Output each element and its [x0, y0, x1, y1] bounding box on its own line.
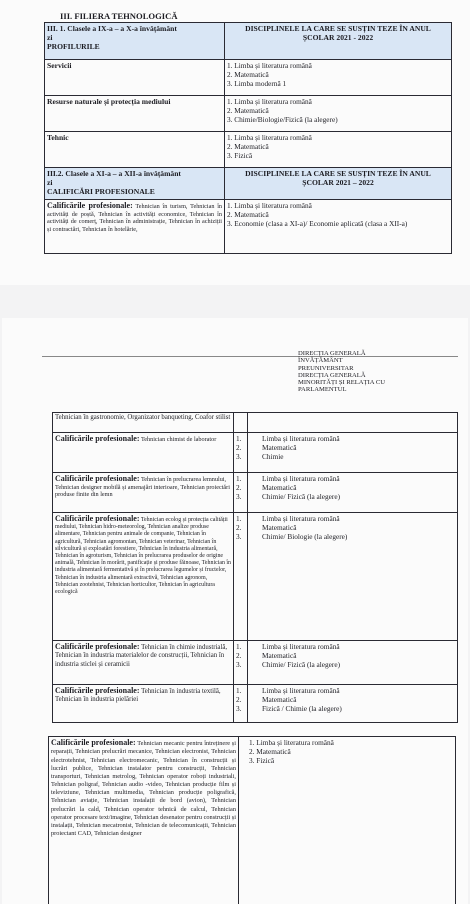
qualification-caption: Calificările profesionale:: [55, 474, 140, 483]
subject: Matematică: [262, 695, 297, 705]
subject: Fizică / Chimie (la alegere): [262, 704, 342, 714]
header-left-line3: PROFILURILE: [47, 42, 100, 51]
institution-line: PARLAMENTUL: [298, 386, 347, 394]
subject: Limba și literatura română: [262, 686, 340, 695]
qualification-list: Tehnician în industria textilă, Tehnician în industria pielăriei: [55, 688, 221, 704]
table-header-2: [45, 168, 452, 200]
header-left-line2: zi: [47, 178, 53, 187]
qualification-list: Tehnician în chimie industrială, Tehnician în industria materialelor de construcții, Tehnician în industria sticlei și ceramicii: [55, 644, 228, 668]
profile-name: Resurse naturale și protecția mediului: [47, 97, 171, 106]
table-row: Calificările profesionale: Tehnician în industria textilă, Tehnician în industria pielăriei 1. 2. 3. Limba și literatura română Matematică Fizică / Chimie (la alegere): [53, 685, 458, 723]
subject: Chimie: [262, 452, 284, 462]
header-left-line2: zi: [47, 33, 53, 42]
document-page-3: [2, 726, 468, 904]
qualification-list: Tehnician în gastronomie, Organizator banqueting, Coafor stilist: [55, 414, 231, 421]
table-row: [45, 132, 452, 168]
institution-line: DIRECȚIA GENERALĂ: [298, 371, 366, 379]
subject: Limba și literatura română: [262, 642, 340, 651]
table-header-1: [45, 23, 452, 60]
subject: Limba și literatura română: [262, 434, 340, 443]
institution-line: ÎNVĂȚĂMÂNT: [298, 357, 343, 365]
table-row: Calificările profesionale: Tehnician în chimie industrială, Tehnician în industria materialelor de construcții, Tehnician în industria sticlei și ceramicii 1. 2. 3. Limba și literatura română Matematică Chimie/ Fizică (la alegere): [53, 641, 458, 685]
qualification-list: Tehnician în prelucrarea lemnului, Tehnician designer mobilă și amenajări interioare, Tehnician proiectări produse finite din lemn: [55, 476, 230, 499]
table-qualifications-continued: [48, 736, 456, 904]
subject: Matematică: [262, 443, 297, 453]
institution-line: DIRECȚIA GENERALĂ: [298, 350, 366, 357]
subject: 3. Economie (clasa a XI-a)/ Economie aplicată (clasa a XII-a): [227, 219, 408, 229]
institution-line: PREUNIVERSITAR: [298, 364, 354, 372]
header-right-line1: DISCIPLINELE LA CARE SE SUSȚIN TEZE ÎN ANUL: [245, 169, 431, 178]
table-row: [49, 737, 456, 904]
table-row: Calificările profesionale: Tehnician în prelucrarea lemnului, Tehnician designer mobilă și amenajări interioare, Tehnician proiectări produse finite din lemn 1. 2. 3. Limba și literatura română Matematică Chimie/ Fizică (la alegere): [53, 473, 458, 513]
qualification-caption: Calificările profesionale:: [47, 201, 133, 210]
subject: 3. Fizică: [227, 151, 253, 161]
document-page-1: [0, 0, 470, 285]
institution-header: [298, 350, 385, 394]
qualification-list: Tehnician ecolog și protecția calității mediului, Tehnician hidro-meteorolog, Tehnician analize produse alimentare, Tehnician pentru animale de companie, Tehnician în agricultură, Tehnician agromontan, Tehnician veterinar, Tehnician în silvicultură și exploatări forestiere, Tehnician în industria alimentară, Tehnician în agroturism, Tehnician în prelucrarea produselor de origine animală, Tehnician în morărit, panificație și produse făinoase, Tehnician în industria alimentară fermentativă și în prelucrarea legumelor și fructelor, Tehnician în industria alimentară extractivă, Tehnician agronom, Tehnician zootehnist, Tehnician horticultor, Tehnician în agricultura ecologică: [55, 517, 231, 596]
qualification-list: Tehnician mecanic pentru întreținere și reparații, Tehnician prelucrări mecanice, Tehnician electronist, Tehnician electrotehnist, Tehnician electromecanic, Tehnician în construcții și lucrări publice, Tehnician instalator pentru construcții, Tehnician transporturi, Tehnician metrolog, Tehnician operator roboți industriali, Tehnician poligraf, Tehnician audio -video, Tehnician producție film și televiziune, Tehnician multimedia, Tehnician producție poligrafică, Tehnician aviație, Tehnician instalații de bord (avion), Tehnician prelucrări la cald, Tehnician operator tehnică de calcul, Tehnician operator procesare text/imagine, Tehnician desenator pentru construcții și instalații, Tehnician mecatronist, Tehnician de telecomunicații, Tehnician proiectant CAD, Tehnician designer: [51, 740, 237, 838]
subject: Matematică: [262, 523, 297, 533]
profile-name: Servicii: [47, 61, 72, 70]
qualification-list: Tehnician chimist de laborator: [140, 436, 217, 443]
qualification-caption: Calificările profesionale:: [51, 738, 136, 747]
header-right-line1: DISCIPLINELE LA CARE SE SUSȚIN TEZE ÎN ANUL: [245, 24, 431, 33]
table-row: Calificările profesionale: Tehnician ecolog și protecția calității mediului, Tehnician hidro-meteorolog, Tehnician analize produse alimentare, Tehnician pentru animale de companie, Tehnician în agricultură, Tehnician agromontan, Tehnician veterinar, Tehnician în silvicultură și exploatări forestiere, Tehnician în industria alimentară, Tehnician în agroturism, Tehnician în prelucrarea produselor de origine animală, Tehnician în morărit, panificație și produse făinoase, Tehnician în industria alimentară fermentativă și în prelucrarea legumelor și fructelor, Tehnician în industria alimentară extractivă, Tehnician agronom, Tehnician zootehnist, Tehnician horticultor, Tehnician în agricultura ecologică 1. 2. 3. Limba și literatura română Matematică Chimie/ Biologie (la alegere): [53, 513, 458, 641]
document-page-2: [2, 318, 468, 738]
qualification-caption: Calificările profesionale:: [55, 686, 140, 695]
subject: 2. Matematică: [227, 70, 269, 80]
table-row: [53, 413, 458, 433]
subject: Limba și literatura română: [262, 514, 340, 523]
subject: 2. Matematică: [227, 210, 269, 220]
subject: 3. Fizică: [249, 756, 275, 766]
qualification-caption: Calificările profesionale:: [55, 642, 140, 651]
header-left-line3: CALIFICĂRI PROFESIONALE: [47, 187, 155, 196]
subject: 2. Matematică: [227, 142, 269, 152]
subject: 1. Limba și literatura română: [227, 61, 312, 70]
header-left-line1: III.2. Clasele a XI-a – a XII-a învățământ: [47, 169, 181, 178]
table-profiles: [44, 22, 452, 254]
subject: Chimie/ Fizică (la alegere): [262, 660, 340, 670]
table-row: [45, 96, 452, 132]
qualification-caption: Calificările profesionale:: [55, 434, 140, 443]
subject: 1. Limba și literatura română: [227, 133, 312, 142]
header-right-line2: ȘCOLAR 2021 – 2022: [302, 178, 374, 187]
subject: Matematică: [262, 651, 297, 661]
subject: 3. Chimie/Biologie/Fizică (la alegere): [227, 115, 338, 125]
table-row: [45, 200, 452, 254]
table-qualifications: [52, 412, 458, 723]
subject: 3. Limba modernă 1: [227, 79, 287, 89]
subject: 1. Limba și literatura română: [227, 201, 312, 210]
header-right-line2: ȘCOLAR 2021 - 2022: [302, 33, 374, 42]
subject: 1. Limba și literatura română: [227, 97, 312, 106]
institution-line: MINORITĂȚI ȘI RELAȚIA CU: [298, 379, 385, 386]
subject: Limba și literatura română: [262, 474, 340, 483]
page-rule: [42, 356, 458, 357]
qualification-list: Tehnician în turism, Tehnician în activități de poștă, Tehnician în activități economice, Tehnician în activități de comerț, Tehnician în administrație, Tehnician în achiziții și contractări, Tehnician în hotelărie,: [47, 203, 223, 233]
qualification-caption: Calificările profesionale:: [55, 514, 140, 523]
subject: Chimie/ Fizică (la alegere): [262, 492, 340, 502]
subject: 1. Limba și literatura română: [249, 738, 334, 747]
subject: 2. Matematică: [249, 747, 291, 757]
section-title: III. FILIERA TEHNOLOGICĂ: [60, 11, 178, 21]
table-row: Calificările profesionale: Tehnician chimist de laborator 1. 2. 3. Limba și literatura română Matematică Chimie: [53, 433, 458, 473]
subject: 2. Matematică: [227, 106, 269, 116]
subject: Matematică: [262, 483, 297, 493]
header-left-line1: III. 1. Clasele a IX-a – a X-a învățământ: [47, 24, 177, 33]
profile-name: Tehnic: [47, 133, 69, 142]
table-row: [45, 60, 452, 96]
subject: Chimie/ Biologie (la alegere): [262, 532, 348, 542]
